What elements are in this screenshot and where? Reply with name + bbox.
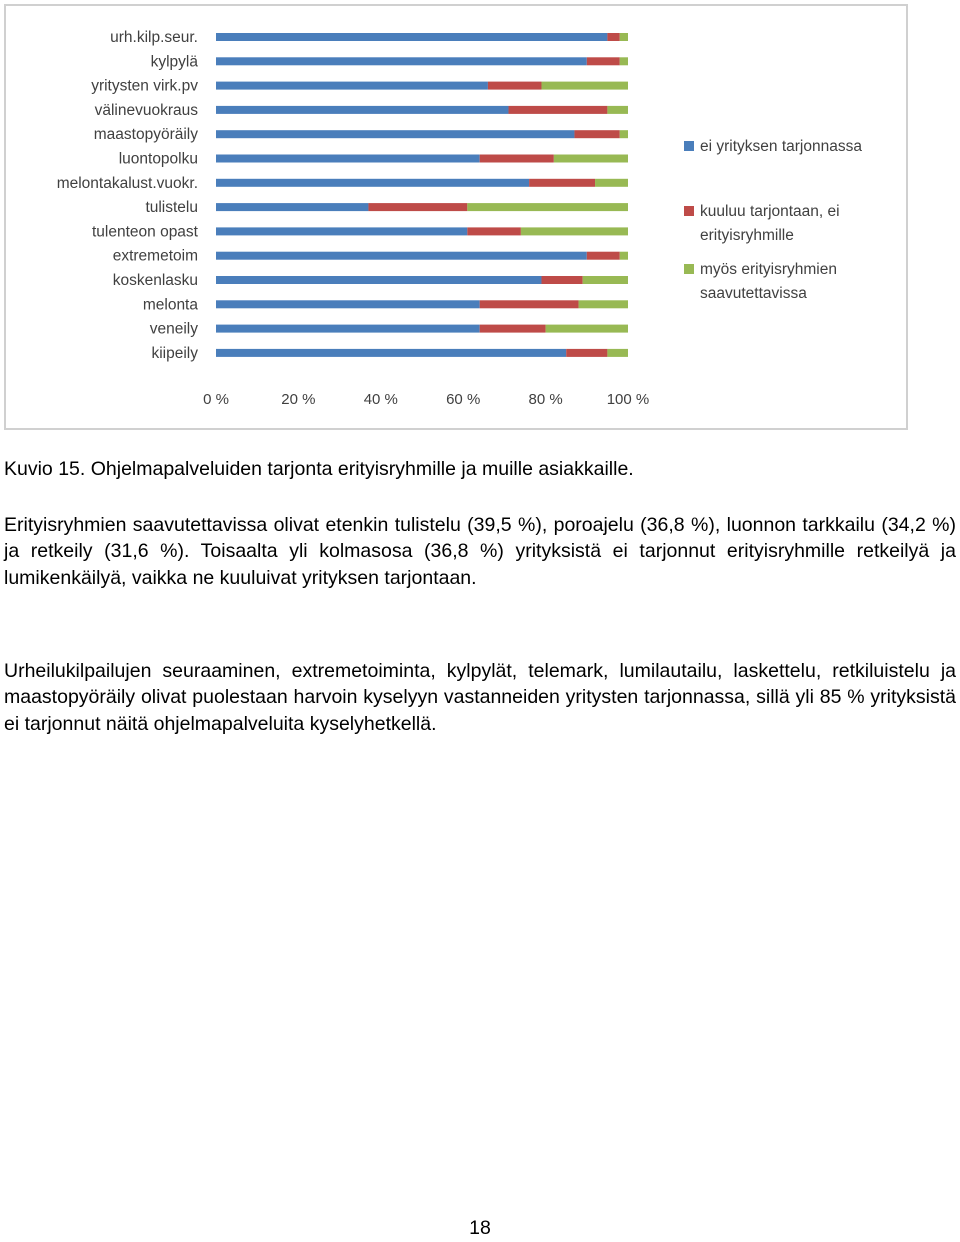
bar-segment-series-2	[467, 227, 521, 235]
bar-segment-series-1	[216, 300, 480, 308]
bar-segment-series-2	[529, 179, 595, 187]
bar-segment-series-3	[620, 130, 628, 138]
legend-label: kuuluu tarjontaan, ei erityisryhmille	[700, 203, 840, 244]
category-label: välinevuokraus	[94, 101, 198, 119]
bar-segment-series-2	[509, 106, 608, 114]
bar-segment-series-1	[216, 252, 587, 260]
bar-segment-series-3	[541, 82, 628, 90]
chart-frame	[4, 4, 908, 430]
bar-segment-series-2	[607, 33, 619, 41]
bar-segment-series-3	[620, 57, 628, 65]
bar-segment-series-3	[521, 227, 628, 235]
legend-label: myös erityisryhmien saavutettavissa	[700, 261, 837, 302]
stacked-bar-chart	[6, 6, 910, 432]
x-tick-label: 40 %	[363, 391, 398, 408]
figure-caption: Kuvio 15. Ohjelmapalveluiden tarjonta erityisryhmille ja muille asiakkaille.	[4, 458, 634, 480]
bar-segment-series-1	[216, 155, 480, 163]
paragraph-1: Erityisryhmien saavutettavissa olivat etenkin tulistelu (39,5 %), poroajelu (36,8 %), luonnon tarkkailu (34,2 %) ja retkeily (31,6 %). Toisaalta yli kolmasosa (36,8 %) yrityksistä ei tarjonnut erityisryhmille retkeilyä ja lumikenkäilyä, vaikka ne kuuluivat yrityksen tarjontaan.	[4, 514, 956, 589]
page-number: 18	[469, 1217, 491, 1239]
bar-segment-series-1	[216, 179, 529, 187]
category-label: melontakalust.vuokr.	[56, 174, 198, 192]
bar-segment-series-2	[566, 349, 607, 357]
category-label: extremetoim	[112, 247, 198, 265]
bar-segment-series-2	[480, 325, 546, 333]
bar-segment-series-2	[368, 203, 467, 211]
bar-segment-series-1	[216, 325, 480, 333]
bar-segment-series-1	[216, 276, 541, 284]
bar-segment-series-1	[216, 106, 509, 114]
bar-segment-series-1	[216, 57, 587, 65]
category-label: kylpylä	[150, 53, 198, 71]
category-label: kiipeily	[151, 344, 198, 362]
bar-segment-series-2	[541, 276, 582, 284]
bar-segment-series-2	[574, 130, 619, 138]
bar-segment-series-1	[216, 227, 467, 235]
category-label: yritysten virk.pv	[91, 77, 198, 95]
bar-segment-series-3	[467, 203, 628, 211]
legend-swatch	[684, 264, 694, 274]
bar-segment-series-3	[579, 300, 628, 308]
paragraph-2: Urheilukilpailujen seuraaminen, extremetoiminta, kylpylät, telemark, lumilautailu, laskettelu, retkiluistelu ja maastopyöräily olivat puolestaan harvoin kyselyyn vastanneiden yritysten tarjonnassa, sillä yli 85 % yrityksistä ei tarjonnut näitä ohjelmapalveluita kyselyhetkellä.	[4, 660, 956, 735]
bar-segment-series-3	[607, 349, 628, 357]
bar-segment-series-2	[587, 57, 620, 65]
bar-segment-series-2	[480, 155, 554, 163]
category-label: urh.kilp.seur.	[110, 29, 198, 46]
x-tick-label: 0 %	[203, 391, 229, 408]
category-label: maastopyöräily	[93, 126, 198, 144]
bar-segment-series-3	[554, 155, 628, 163]
bar-segment-series-2	[587, 252, 620, 260]
bar-segment-series-3	[607, 106, 628, 114]
x-tick-label: 100 %	[606, 391, 650, 408]
bar-segment-series-3	[595, 179, 628, 187]
bar-segment-series-1	[216, 203, 368, 211]
category-label: tulenteon opast	[91, 223, 198, 241]
legend-swatch	[684, 141, 694, 151]
legend-label: ei yrityksen tarjonnassa	[700, 138, 862, 155]
bar-segment-series-3	[546, 325, 628, 333]
legend-swatch	[684, 206, 694, 216]
category-label: koskenlasku	[112, 272, 198, 289]
bar-segment-series-2	[488, 82, 542, 90]
bar-segment-series-2	[480, 300, 579, 308]
x-tick-label: 20 %	[281, 391, 316, 408]
category-label: luontopolku	[118, 150, 198, 168]
x-tick-label: 60 %	[446, 391, 481, 408]
bar-segment-series-3	[583, 276, 628, 284]
bar-segment-series-3	[620, 33, 628, 41]
category-label: melonta	[142, 296, 198, 314]
category-label: tulistelu	[145, 199, 198, 217]
bar-segment-series-1	[216, 33, 607, 41]
bar-segment-series-1	[216, 349, 566, 357]
x-tick-label: 80 %	[528, 391, 563, 408]
bar-segment-series-3	[620, 252, 628, 260]
bar-segment-series-1	[216, 130, 574, 138]
bar-segment-series-1	[216, 82, 488, 90]
category-label: veneily	[149, 320, 198, 338]
